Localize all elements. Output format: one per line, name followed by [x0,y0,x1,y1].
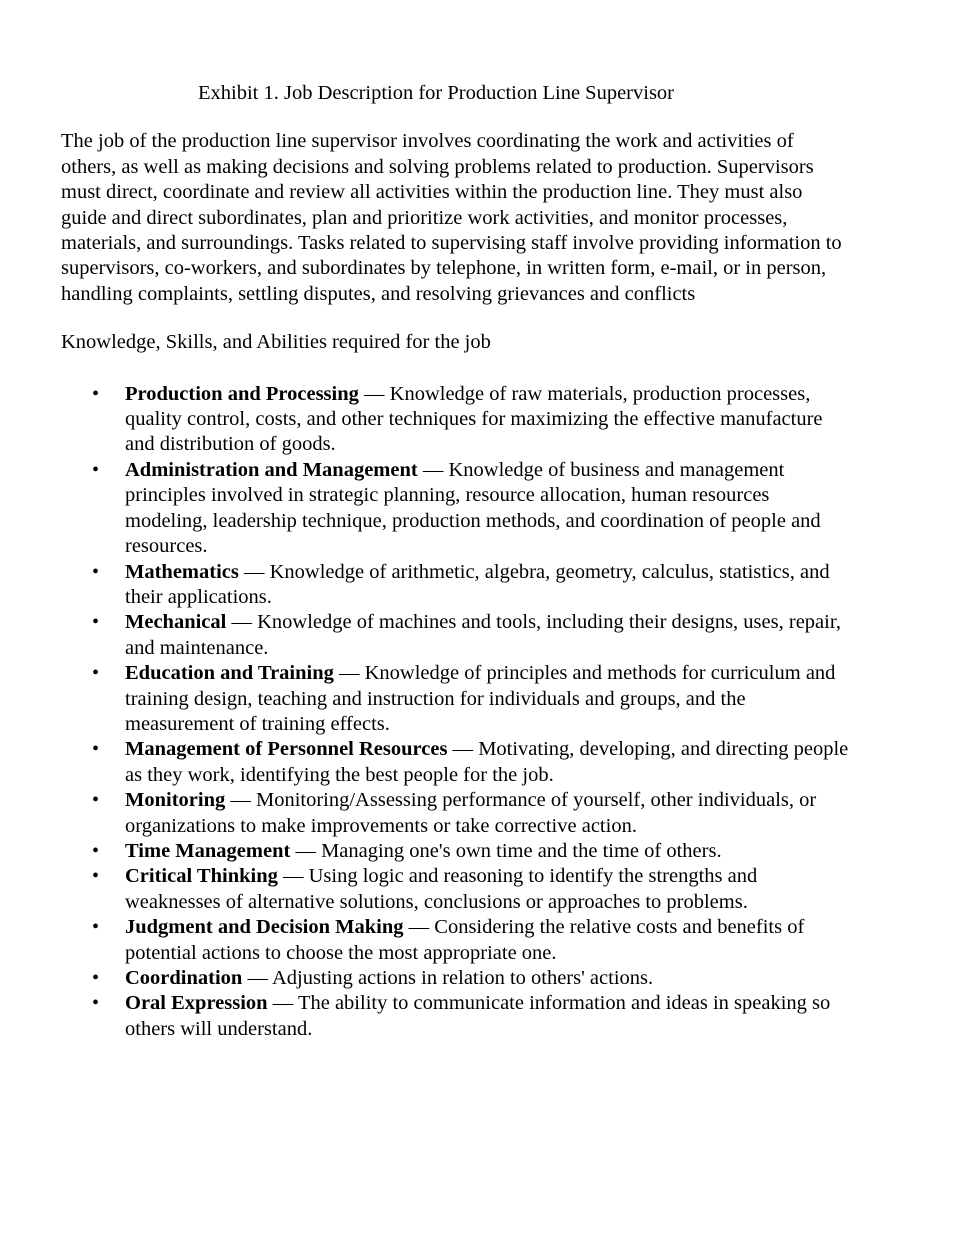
list-item [61,610,851,661]
bullet-icon: • [92,839,100,862]
list-item [61,839,851,864]
bullet-icon: • [92,738,100,761]
item-description: — Knowledge of arithmetic, algebra, geometry, calculus, statistics, and their applications. [125,560,830,608]
bullet-icon: • [92,916,100,939]
bullet-icon: • [92,967,100,989]
bullet-icon: • [92,458,100,481]
list-item [61,966,851,991]
item-description: — Monitoring/Assessing performance of yourself, other individuals, or organizations to make improvements or take corrective action. [125,789,817,837]
list-item [61,864,851,915]
bullet-icon: • [92,789,100,812]
list-item [61,560,851,611]
item-term: Mechanical [125,611,227,634]
item-description: — Knowledge of principles and methods for curriculum and training design, teaching and instruction for individuals and groups, and the measurement of training effects. [125,662,836,735]
bullet-icon: • [92,662,100,685]
item-term: Critical Thinking [125,865,278,888]
bullet-icon: • [92,865,100,888]
bullet-icon: • [92,560,100,583]
list-item [61,915,851,966]
item-description: — Knowledge of business and management principles involved in strategic planning, resource allocation, human resources modeling, leadership technique, production methods, and coordination of people and resources. [125,458,821,558]
item-term: Mathematics [125,560,239,583]
document-page [61,81,851,1042]
item-term: Administration and Management [125,458,418,481]
item-term: Management of Personnel Resources [125,738,448,761]
list-item [61,382,851,458]
document-title: Exhibit 1. Job Description for Production Line Supervisor [198,82,674,104]
item-description: — Considering the relative costs and benefits of potential actions to choose the most appropriate one. [125,916,805,964]
intro-paragraph: The job of the production line supervisor involves coordinating the work and activities of others, as well as making decisions and solving problems related to production. Supervisors must direct, coordinate and review all activities within the production line. They must also guide and direct subordinates, plan and prioritize work activities, and monitor processes, materials, and surroundings. Tasks related to supervising staff involve providing information to supervisors, co-workers, and subordinates by telephone, in written form, e-mail, or in person, handling complaints, settling disputes, and resolving grievances and conflicts [61,130,842,305]
item-term: Oral Expression [125,992,268,1015]
list-item [61,458,851,560]
list-item [61,661,851,737]
item-description: — Knowledge of raw materials, production processes, quality control, costs, and other techniques for maximizing the effective manufacture and distribution of goods. [125,382,823,456]
bullet-icon: • [92,611,100,634]
bullet-icon: • [92,382,100,405]
ksa-list [61,382,851,1043]
item-description: — Motivating, developing, and directing people as they work, identifying the best people for the job. [125,738,849,786]
item-description: — The ability to communicate information and ideas in speaking so others will understand. [125,992,831,1040]
item-term: Coordination [125,967,243,989]
ksa-heading: Knowledge, Skills, and Abilities required for the job [61,331,491,354]
item-description: — Using logic and reasoning to identify the strengths and weaknesses of alternative solutions, conclusions or approaches to problems. [125,865,758,913]
list-item [61,737,851,788]
list-item [61,788,851,839]
item-description: — Managing one's own time and the time of others. [290,839,722,862]
item-term: Monitoring [125,789,226,812]
bullet-icon: • [92,992,100,1015]
item-term: Education and Training [125,662,334,685]
item-description: — Knowledge of machines and tools, including their designs, uses, repair, and maintenance. [125,611,841,659]
item-term: Judgment and Decision Making [125,916,404,939]
list-item [61,991,851,1042]
item-term: Time Management [125,839,291,862]
item-description: — Adjusting actions in relation to others' actions. [242,967,654,989]
item-term: Production and Processing [125,382,359,405]
